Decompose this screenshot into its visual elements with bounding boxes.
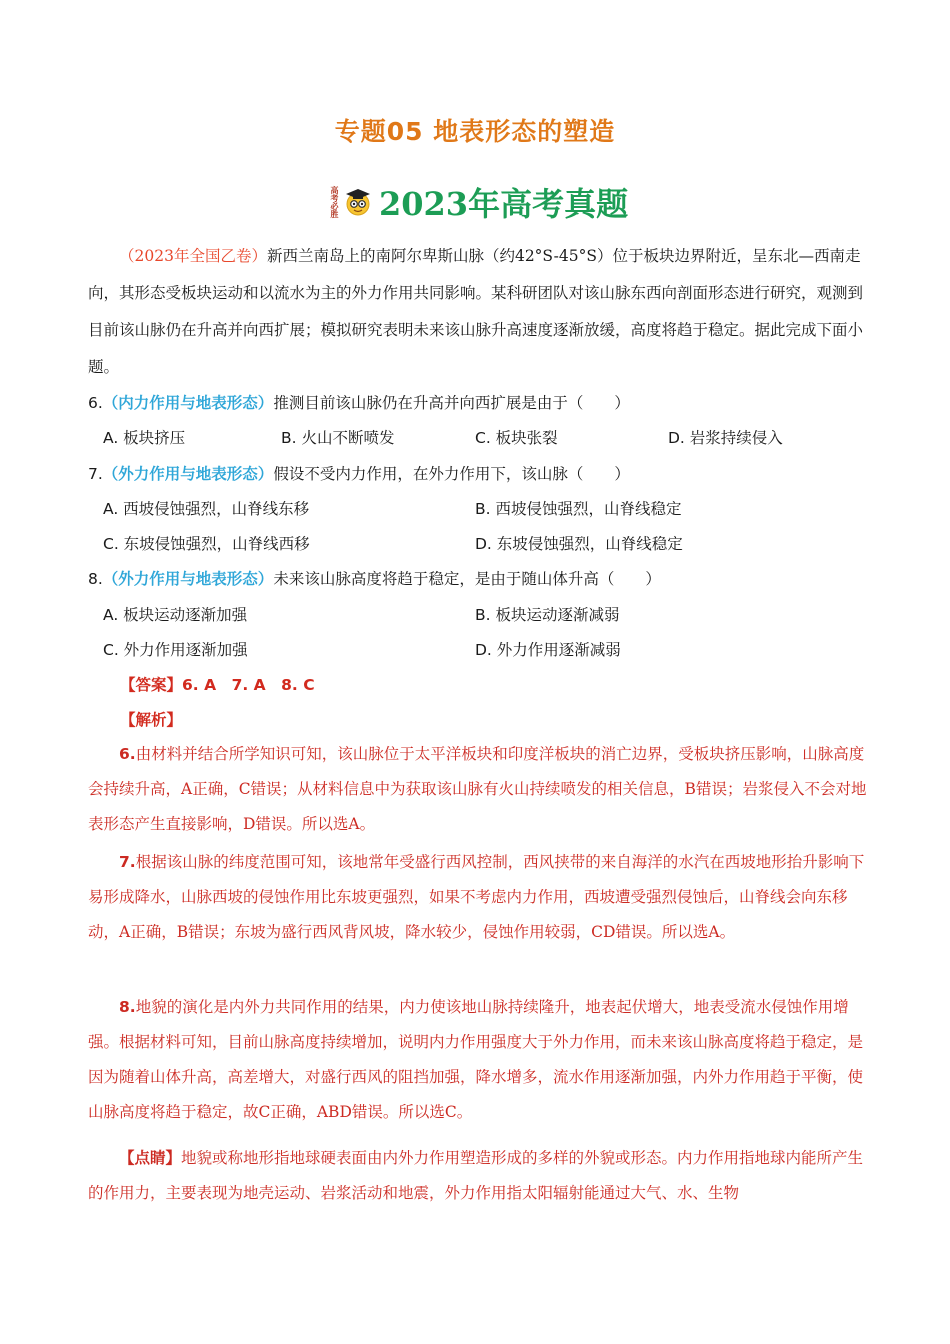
option-d: D. 岩浆持续侵入 — [668, 429, 783, 447]
tip-text: 地貌或称地形指地球硬表面由内外力作用塑造形成的多样的外貌或形态。内力作用指地球内能所产生的作用力，主要表现为地壳运动、岩浆活动和地震，外力作用指太阳辐射能通过大气、水、生物 — [88, 1149, 864, 1202]
tip-paragraph — [88, 1141, 868, 1211]
option-c: C. 外力作用逐渐加强 — [103, 641, 248, 659]
explanation-7 — [88, 845, 868, 950]
option-c: C. 板块张裂 — [475, 429, 558, 447]
answer-line — [120, 673, 315, 697]
analysis-label: 【解析】 — [120, 711, 183, 729]
explanation-number: 8. — [119, 998, 136, 1016]
answer-label: 【答案】 — [120, 676, 183, 694]
option-d: D. 外力作用逐渐减弱 — [475, 641, 621, 659]
explanation-text: 由材料并结合所学知识可知，该山脉位于太平洋板块和印度洋板块的消亡边界，受板块挤压影响，山脉高度会持续升高，A正确，C错误；从材料信息中为获取该山脉有火山持续喷发的相关信息，B错误；岩浆侵入不会对地表形态产生直接影响，D错误。所以选A。 — [88, 745, 867, 833]
explanation-6 — [88, 737, 868, 842]
option-a: A. 板块运动逐渐加强 — [103, 606, 248, 624]
question-stem: 推测目前该山脉仍在升高并向西扩展是由于（ ） — [273, 394, 630, 412]
answer-text: 6. A 7. A 8. C — [182, 676, 315, 694]
page-title: 专题05 地表形态的塑造 — [334, 117, 616, 146]
intro-paragraph — [88, 238, 868, 386]
graduate-face-icon — [343, 187, 373, 217]
option-d: D. 东坡侵蚀强烈，山脊线稳定 — [475, 535, 683, 553]
intro-source: （2023年全国乙卷） — [119, 247, 267, 265]
badge-text: 高考必胜 — [330, 186, 340, 218]
tip-label: 【点睛】 — [119, 1149, 182, 1167]
explanation-text: 根据该山脉的纬度范围可知，该地常年受盛行西风控制，西风挟带的来自海洋的水汽在西坡地形抬升影响下易形成降水，山脉西坡的侵蚀作用比东坡更强烈，如果不考虑内力作用，西坡遭受强烈侵蚀后，山脊线会向东移动，A正确，B错误；东坡为盛行西风背风坡，降水较少，侵蚀作用较弱，CD错误。所以选A。 — [88, 853, 865, 941]
explanation-number: 7. — [119, 853, 136, 871]
option-a: A. 西坡侵蚀强烈，山脊线东移 — [103, 500, 310, 518]
option-b: B. 板块运动逐渐减弱 — [475, 606, 620, 624]
question-7 — [88, 462, 630, 486]
explanation-8 — [88, 990, 868, 1130]
question-number: 8. — [88, 570, 103, 588]
option-c: C. 东坡侵蚀强烈，山脊线西移 — [103, 535, 310, 553]
question-8 — [88, 567, 661, 591]
explanation-number: 6. — [119, 745, 136, 763]
question-stem: 未来该山脉高度将趋于稳定，是由于随山体升高（ ） — [273, 570, 661, 588]
question-tag: （外力作用与地表形态） — [102, 465, 274, 483]
question-number: 7. — [88, 465, 103, 483]
question-6 — [88, 391, 630, 415]
question-stem: 假设不受内力作用，在外力作用下，该山脉（ ） — [273, 465, 630, 483]
banner-title: 2023年高考真题 — [379, 185, 629, 223]
intro-text: 新西兰南岛上的南阿尔卑斯山脉（约42°S-45°S）位于板块边界附近，呈东北—西南走向，其形态受板块运动和以流水为主的外力作用共同影响。某科研团队对该山脉东西向剖面形态进行研究，观测到目前该山脉仍在升高并向西扩展；模拟研究表明未来该山脉升高速度逐渐放缓，高度将趋于稳定。据此完成下面小题。 — [88, 247, 864, 376]
question-number: 6. — [88, 394, 103, 412]
explanation-text: 地貌的演化是内外力共同作用的结果，内力使该地山脉持续隆升，地表起伏增大，地表受流水侵蚀作用增强。根据材料可知，目前山脉高度持续增加，说明内力作用强度大于外力作用，而未来该山脉高度将趋于稳定，是因为随着山体升高，高差增大，对盛行西风的阻挡加强，降水增多，流水作用逐渐加强，内外力作用趋于平衡，使山脉高度将趋于稳定，故C正确，ABD错误。所以选C。 — [88, 998, 864, 1121]
section-banner — [330, 178, 628, 226]
option-a: A. 板块挤压 — [103, 429, 186, 447]
option-b: B. 火山不断喷发 — [281, 429, 395, 447]
question-tag: （内力作用与地表形态） — [102, 394, 274, 412]
option-b: B. 西坡侵蚀强烈，山脊线稳定 — [475, 500, 682, 518]
question-tag: （外力作用与地表形态） — [102, 570, 274, 588]
